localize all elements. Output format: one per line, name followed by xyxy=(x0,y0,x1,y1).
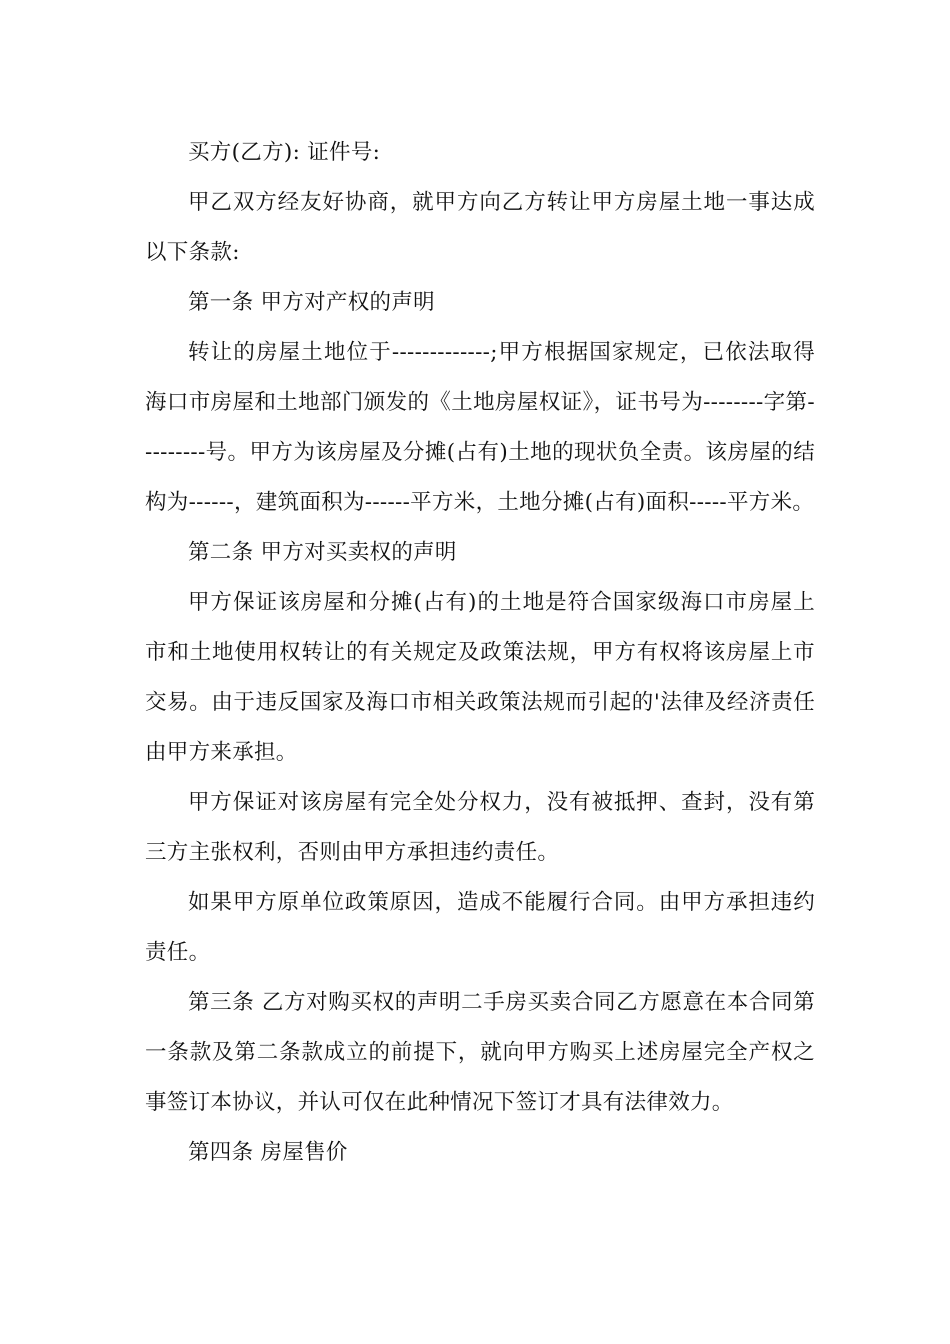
article-2-heading: 第二条 甲方对买卖权的声明 xyxy=(188,540,457,565)
article-2-paragraph-3: 如果甲方原单位政策原因，造成不能履行合同。由甲方承担违约责任。 xyxy=(145,890,815,965)
preamble-paragraph: 甲乙双方经友好协商，就甲方向乙方转让甲方房屋土地一事达成以下条款: xyxy=(145,190,815,265)
article-2-paragraph-2: 甲方保证对该房屋有完全处分权力，没有被抵押、查封，没有第三方主张权利，否则由甲方承担违约责任。 xyxy=(145,790,815,865)
article-2-paragraph-1: 甲方保证该房屋和分摊(占有)的土地是符合国家级海口市房屋上市和土地使用权转让的有关规定及政策法规，甲方有权将该房屋上市交易。由于违反国家及海口市相关政策法规而引起的'法律及经济责任由甲方来承担。 xyxy=(145,590,815,765)
buyer-line: 买方(乙方): 证件号: xyxy=(188,140,381,165)
article-4-heading: 第四条 房屋售价 xyxy=(188,1140,348,1165)
article-3-paragraph: 第三条 乙方对购买权的声明二手房买卖合同乙方愿意在本合同第一条款及第二条款成立的前提下，就向甲方购买上述房屋完全产权之事签订本协议，并认可仅在此种情况下签订才具有法律效力。 xyxy=(145,990,815,1115)
article-1-heading: 第一条 甲方对产权的声明 xyxy=(188,290,435,315)
article-1-paragraph: 转让的房屋土地位于-------------;甲方根据国家规定，已依法取得海口市房屋和土地部门颁发的《土地房屋权证》，证书号为--------字第---------号。甲方为该房屋及分摊(占有)土地的现状负全责。该房屋的结构为------，建筑面积为------平方米，土地分摊(占有)面积-----平方米。 xyxy=(145,340,815,515)
document-body xyxy=(145,128,815,1178)
